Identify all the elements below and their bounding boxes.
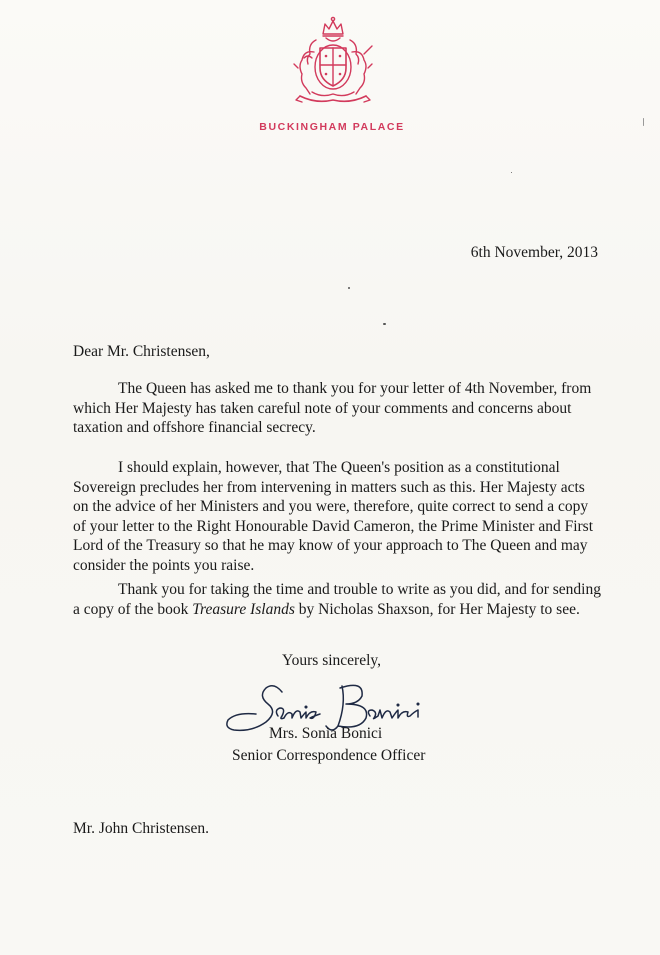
signer-name: Mrs. Sonia Bonici <box>269 725 383 742</box>
paper-speck <box>383 323 386 325</box>
salutation: Dear Mr. Christensen, <box>73 343 210 360</box>
recipient-name: Mr. John Christensen. <box>73 820 210 837</box>
body-paragraph-1 <box>73 379 603 438</box>
paper-speck <box>643 118 644 126</box>
letterhead-title: BUCKINGHAM PALACE <box>259 121 405 133</box>
paragraph-2-text: I should explain, however, that The Queen's position as a constitutional Sovereign precludes her from intervening in matters such as this. Her Majesty acts on the advice of her Ministers and you were, therefore, quite correct to send a copy of your letter to the Right Honourable David Cameron, the Prime Minister and First Lord of the Treasury so that he may know of your approach to The Queen and may consider the points you raise. <box>73 459 594 574</box>
paper-speck <box>511 172 512 173</box>
closing: Yours sincerely, <box>282 652 382 669</box>
paper-speck <box>348 287 350 289</box>
body-paragraph-3 <box>73 580 603 619</box>
signer-title: Senior Correspondence Officer <box>232 747 426 764</box>
paragraph-1-text: The Queen has asked me to thank you for your letter of 4th November, from which Her Majesty has taken careful note of your comments and concerns about taxation and offshore financial secrecy. <box>73 380 592 436</box>
paragraph-3-text-end: by Nicholas Shaxson, for Her Majesty to see. <box>294 600 580 618</box>
paragraph-3-text-start: Thank you for taking the time and trouble to write as you did, and for sending a copy of the book <box>73 581 601 618</box>
book-title: Treasure Islands <box>192 600 295 618</box>
body-paragraph-2 <box>73 458 603 575</box>
letter-date: 6th November, 2013 <box>470 244 598 261</box>
royal-coat-of-arms-icon <box>286 14 380 110</box>
